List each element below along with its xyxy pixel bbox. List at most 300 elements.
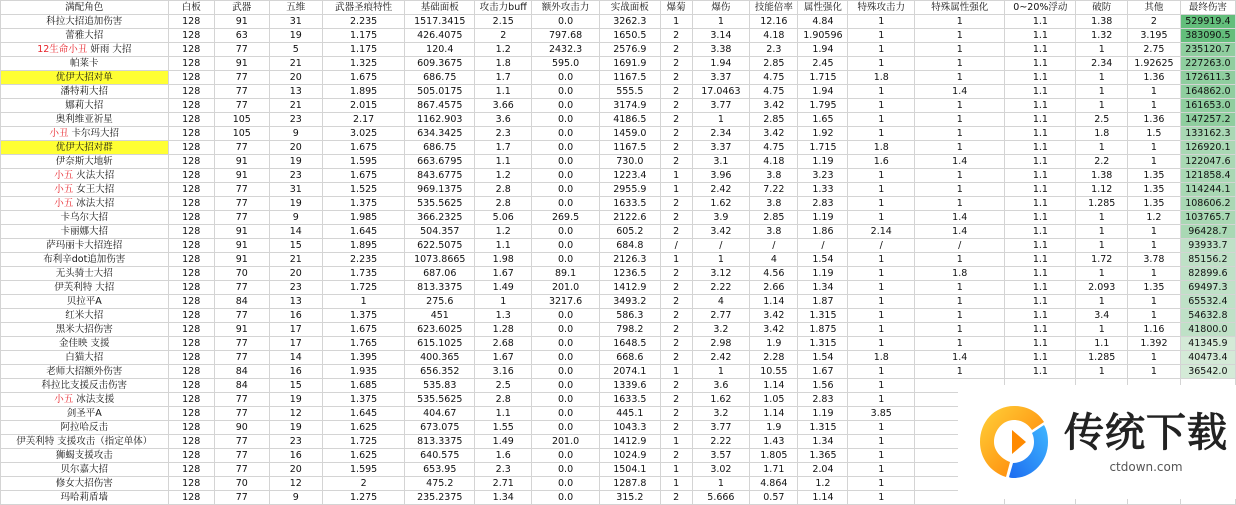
stat-cell: 1	[848, 57, 915, 71]
column-header: 实战面板	[599, 1, 660, 15]
stat-cell: 2.85	[750, 57, 798, 71]
stat-cell: 2.5	[1076, 113, 1128, 127]
stat-cell: 1.94	[692, 57, 750, 71]
stat-cell: 4.18	[750, 29, 798, 43]
column-header: 最终伤害	[1180, 1, 1235, 15]
stat-cell: 23	[269, 113, 322, 127]
stat-cell: 1.14	[750, 407, 798, 421]
stat-cell: 77	[214, 393, 269, 407]
stat-cell: 2	[660, 57, 692, 71]
stat-cell: 1.4	[915, 155, 1005, 169]
stat-cell: 3.6	[692, 379, 750, 393]
stat-cell: 84	[214, 379, 269, 393]
stat-cell: 23	[269, 435, 322, 449]
name-segment: 阿拉哈反击	[60, 422, 109, 433]
table-row	[1, 225, 1236, 239]
stat-cell: 1.65	[798, 113, 848, 127]
stat-cell: 77	[214, 435, 269, 449]
stat-cell: 2	[660, 113, 692, 127]
character-name-cell	[1, 393, 169, 407]
stat-cell: 1.1	[1005, 141, 1076, 155]
stat-cell: 0.0	[532, 309, 600, 323]
stat-cell: 3.195	[1128, 29, 1181, 43]
stat-cell: 1.895	[322, 85, 405, 99]
stat-cell: 1	[915, 43, 1005, 57]
character-name-cell	[1, 379, 169, 393]
stat-cell: 128	[168, 295, 214, 309]
stat-cell: 1	[1128, 365, 1181, 379]
stat-cell: 23	[269, 169, 322, 183]
stat-cell: 1	[1076, 43, 1128, 57]
stat-cell: 128	[168, 113, 214, 127]
stat-cell: 1.14	[750, 295, 798, 309]
stat-cell: 535.5625	[405, 393, 475, 407]
stat-cell: 3.42	[750, 127, 798, 141]
stat-cell: 1.675	[322, 71, 405, 85]
table-row	[1, 309, 1236, 323]
stat-cell: 1	[1076, 71, 1128, 85]
stat-cell: 77	[214, 281, 269, 295]
stat-cell: 1.1	[1005, 253, 1076, 267]
name-segment: 布利辛dot追加伤害	[43, 254, 126, 265]
stat-cell: 1167.5	[599, 71, 660, 85]
stat-cell: 1	[848, 379, 915, 393]
stat-cell: 813.3375	[405, 281, 475, 295]
stat-cell: 1	[915, 295, 1005, 309]
table-row	[1, 141, 1236, 155]
stat-cell: 2.68	[475, 337, 532, 351]
stat-cell: 1.1	[1005, 351, 1076, 365]
stat-cell: 1.1	[1005, 197, 1076, 211]
stat-cell: 1	[1076, 267, 1128, 281]
stat-cell: 1	[848, 169, 915, 183]
stat-cell: 1.4	[915, 351, 1005, 365]
stat-cell: 315.2	[599, 491, 660, 505]
stat-cell: 77	[214, 99, 269, 113]
stat-cell: 77	[214, 309, 269, 323]
stat-cell: 1	[1076, 211, 1128, 225]
stat-cell: 0.0	[532, 393, 600, 407]
stat-cell: 16	[269, 365, 322, 379]
stat-cell: 1.625	[322, 449, 405, 463]
watermark	[958, 385, 1236, 499]
stat-cell: 1.38	[1076, 169, 1128, 183]
stat-cell: 2	[660, 29, 692, 43]
name-segment: 无头骑士大招	[55, 268, 113, 279]
character-name-cell	[1, 449, 169, 463]
name-segment: 金佳映 支援	[59, 338, 110, 349]
character-name-cell	[1, 15, 169, 29]
stat-cell: 90	[214, 421, 269, 435]
final-damage-cell: 93933.7	[1180, 239, 1235, 253]
stat-cell: 1.4	[915, 211, 1005, 225]
stat-cell: 5.06	[475, 211, 532, 225]
stat-cell: 1073.8665	[405, 253, 475, 267]
stat-cell: 0.0	[532, 85, 600, 99]
table-row	[1, 197, 1236, 211]
stat-cell: 1.05	[750, 393, 798, 407]
stat-cell: 2.2	[1076, 155, 1128, 169]
character-name-cell	[1, 197, 169, 211]
stat-cell: 128	[168, 183, 214, 197]
stat-cell: 3.8	[750, 169, 798, 183]
stat-cell: 4.75	[750, 141, 798, 155]
stat-cell: 235.2375	[405, 491, 475, 505]
stat-cell: 1	[660, 435, 692, 449]
stat-cell: 1.1	[1005, 211, 1076, 225]
stat-cell: 120.4	[405, 43, 475, 57]
stat-cell: 1.5	[1128, 127, 1181, 141]
final-damage-cell: 108606.2	[1180, 197, 1235, 211]
table-row	[1, 295, 1236, 309]
stat-cell: 2.15	[475, 15, 532, 29]
stat-cell: 0.0	[532, 141, 600, 155]
stat-cell: 10.55	[750, 365, 798, 379]
stat-cell: 3.16	[475, 365, 532, 379]
stat-cell: 2.42	[692, 183, 750, 197]
stat-cell: 1.34	[798, 435, 848, 449]
stat-cell: 0.0	[532, 351, 600, 365]
stat-cell: 2.22	[692, 435, 750, 449]
final-damage-cell: 383090.5	[1180, 29, 1235, 43]
stat-cell: 1.325	[322, 57, 405, 71]
stat-cell: 31	[269, 183, 322, 197]
stat-cell: 2432.3	[532, 43, 600, 57]
character-name-cell	[1, 183, 169, 197]
stat-cell: 366.2325	[405, 211, 475, 225]
final-damage-cell: 126920.1	[1180, 141, 1235, 155]
character-name-cell	[1, 239, 169, 253]
ctdown-logo-icon	[972, 400, 1056, 484]
stat-cell: 14	[269, 225, 322, 239]
name-segment: 剑圣平A	[66, 408, 102, 419]
stat-cell: 1.1	[1005, 57, 1076, 71]
stat-cell: 1.33	[798, 183, 848, 197]
name-segment: 小五	[54, 184, 74, 195]
stat-cell: 3.23	[798, 169, 848, 183]
stat-cell: 77	[214, 351, 269, 365]
stat-cell: 1.1	[1005, 127, 1076, 141]
stat-cell: 128	[168, 85, 214, 99]
stat-cell: 1517.3415	[405, 15, 475, 29]
final-damage-cell: 161653.0	[1180, 99, 1235, 113]
stat-cell: 2.3	[475, 463, 532, 477]
stat-cell: 2	[660, 211, 692, 225]
stat-cell: 686.75	[405, 71, 475, 85]
stat-cell: 1.2	[798, 477, 848, 491]
stat-cell: 1.36	[1128, 71, 1181, 85]
stat-cell: 1	[1076, 85, 1128, 99]
name-segment: 老师大招额外伤害	[46, 366, 123, 377]
stat-cell: 91	[214, 253, 269, 267]
stat-cell: 20	[269, 463, 322, 477]
stat-cell: 128	[168, 253, 214, 267]
stat-cell: 201.0	[532, 281, 600, 295]
stat-cell: 1	[1128, 225, 1181, 239]
character-name-cell	[1, 43, 169, 57]
stat-cell: 3.14	[692, 29, 750, 43]
stat-cell: 1.35	[1128, 169, 1181, 183]
stat-cell: 128	[168, 379, 214, 393]
stat-cell: 2.83	[798, 393, 848, 407]
stat-cell: 128	[168, 421, 214, 435]
stat-cell: 1.765	[322, 337, 405, 351]
stat-cell: 1	[848, 99, 915, 113]
stat-cell: 3.8	[750, 225, 798, 239]
watermark-title: 传统下载	[1064, 410, 1228, 456]
stat-cell: 1	[660, 253, 692, 267]
final-damage-cell: 82899.6	[1180, 267, 1235, 281]
final-damage-cell: 147257.2	[1180, 113, 1235, 127]
stat-cell: 1339.6	[599, 379, 660, 393]
table-row	[1, 351, 1236, 365]
name-segment: 妍雨 大招	[87, 44, 132, 55]
final-damage-cell: 133162.3	[1180, 127, 1235, 141]
stat-cell: 0.0	[532, 183, 600, 197]
stat-cell: 0.0	[532, 407, 600, 421]
final-damage-cell: 114244.1	[1180, 183, 1235, 197]
stat-cell: 1	[848, 295, 915, 309]
name-segment: 卡丽娜大招	[60, 226, 109, 237]
stat-cell: 2.5	[475, 379, 532, 393]
stat-cell: 0.0	[532, 421, 600, 435]
stat-cell: 4	[692, 295, 750, 309]
stat-cell: 2	[660, 141, 692, 155]
name-segment: 冰法支援	[73, 394, 115, 405]
stat-cell: 1	[848, 15, 915, 29]
character-name-cell	[1, 113, 169, 127]
stat-cell: 17	[269, 337, 322, 351]
stat-cell: 1.375	[322, 393, 405, 407]
stat-cell: 128	[168, 43, 214, 57]
stat-cell: 13	[269, 85, 322, 99]
stat-cell: 105	[214, 127, 269, 141]
stat-cell: 1	[848, 337, 915, 351]
character-name-cell	[1, 463, 169, 477]
stat-cell: 2	[660, 491, 692, 505]
stat-cell: 128	[168, 169, 214, 183]
stat-cell: 7.22	[750, 183, 798, 197]
stat-cell: 1.9	[750, 337, 798, 351]
stat-cell: 1	[915, 323, 1005, 337]
stat-cell: 3217.6	[532, 295, 600, 309]
final-damage-cell: 85156.2	[1180, 253, 1235, 267]
stat-cell: 609.3675	[405, 57, 475, 71]
stat-cell: 0.0	[532, 491, 600, 505]
stat-cell: 1.34	[475, 491, 532, 505]
stat-cell: 1.1	[1005, 365, 1076, 379]
stat-cell: 1.86	[798, 225, 848, 239]
stat-cell: 2.85	[750, 113, 798, 127]
stat-cell: /	[798, 239, 848, 253]
stat-cell: 1.375	[322, 197, 405, 211]
stat-cell: 615.1025	[405, 337, 475, 351]
stat-cell: 1.1	[475, 85, 532, 99]
stat-cell: 1.595	[322, 155, 405, 169]
stat-cell: 4.56	[750, 267, 798, 281]
stat-cell: 84	[214, 295, 269, 309]
stat-cell: 3.8	[750, 197, 798, 211]
character-name-cell	[1, 295, 169, 309]
stat-cell: 1.985	[322, 211, 405, 225]
stat-cell: 0.0	[532, 253, 600, 267]
name-segment: 小五	[54, 198, 74, 209]
stat-cell: 1.16	[1128, 323, 1181, 337]
stat-cell: 77	[214, 141, 269, 155]
stat-cell: 475.2	[405, 477, 475, 491]
stat-cell: 1	[1076, 365, 1128, 379]
stat-cell: 1.8	[915, 267, 1005, 281]
stat-cell: 3.77	[692, 99, 750, 113]
stat-cell: 1.675	[322, 169, 405, 183]
character-name-cell	[1, 365, 169, 379]
stat-cell: 20	[269, 141, 322, 155]
stat-cell: 1	[692, 365, 750, 379]
stat-cell: 1	[1076, 295, 1128, 309]
stat-cell: 2	[660, 309, 692, 323]
stat-cell: 4.18	[750, 155, 798, 169]
stat-cell: 9	[269, 127, 322, 141]
name-segment: 优伊大招对单	[55, 72, 113, 83]
stat-cell: 1.1	[1005, 43, 1076, 57]
stat-cell: 2.42	[692, 351, 750, 365]
stat-cell: 1	[915, 253, 1005, 267]
stat-cell: 1.1	[1005, 239, 1076, 253]
stat-cell: 634.3425	[405, 127, 475, 141]
column-header: 武器圣痕特性	[322, 1, 405, 15]
stat-cell: 128	[168, 127, 214, 141]
stat-cell: 1.55	[475, 421, 532, 435]
stat-cell: 3.78	[1128, 253, 1181, 267]
stat-cell: 1.285	[1076, 197, 1128, 211]
stat-cell: 653.95	[405, 463, 475, 477]
stat-cell: 2	[660, 43, 692, 57]
stat-cell: 128	[168, 491, 214, 505]
stat-cell: 1459.0	[599, 127, 660, 141]
stat-cell: 1287.8	[599, 477, 660, 491]
stat-cell: 1.1	[1005, 99, 1076, 113]
stat-cell: 0.0	[532, 99, 600, 113]
stat-cell: 1.71	[750, 463, 798, 477]
stat-cell: 1.94	[798, 85, 848, 99]
stat-cell: 798.2	[599, 323, 660, 337]
stat-cell: 1	[915, 29, 1005, 43]
stat-cell: 3.9	[692, 211, 750, 225]
stat-cell: 128	[168, 435, 214, 449]
name-segment: 女王大招	[73, 184, 115, 195]
stat-cell: 1633.5	[599, 197, 660, 211]
stat-cell: 2	[660, 449, 692, 463]
stat-cell: 1.35	[1128, 197, 1181, 211]
name-segment: 火法大招	[73, 170, 115, 181]
column-header: 0~20%浮动	[1005, 1, 1076, 15]
stat-cell: 1.43	[750, 435, 798, 449]
stat-cell: 1.735	[322, 267, 405, 281]
stat-cell: 1.36	[1128, 113, 1181, 127]
stat-cell: 77	[214, 43, 269, 57]
column-header: 五维	[269, 1, 322, 15]
stat-cell: 2.3	[750, 43, 798, 57]
stat-cell: 1	[848, 253, 915, 267]
character-name-cell	[1, 71, 169, 85]
stat-cell: 77	[214, 491, 269, 505]
table-row	[1, 29, 1236, 43]
stat-cell: 1.4	[915, 85, 1005, 99]
stat-cell: 128	[168, 407, 214, 421]
stat-cell: 1	[848, 477, 915, 491]
stat-cell: 1.4	[915, 225, 1005, 239]
stat-cell: 3.12	[692, 267, 750, 281]
stat-cell: 1	[848, 43, 915, 57]
stat-cell: 0.0	[532, 15, 600, 29]
table-row	[1, 71, 1236, 85]
stat-cell: 0.0	[532, 225, 600, 239]
final-damage-cell: 103765.7	[1180, 211, 1235, 225]
name-segment: 红米大招	[65, 310, 104, 321]
stat-cell: 2122.6	[599, 211, 660, 225]
stat-cell: 128	[168, 337, 214, 351]
stat-cell: 2.235	[322, 253, 405, 267]
column-header: 技能倍率	[750, 1, 798, 15]
stat-cell: 70	[214, 477, 269, 491]
stat-cell: 1412.9	[599, 281, 660, 295]
stat-cell: 1.395	[322, 351, 405, 365]
table-row	[1, 183, 1236, 197]
stat-cell: 1691.9	[599, 57, 660, 71]
character-name-cell	[1, 225, 169, 239]
stat-cell: 445.1	[599, 407, 660, 421]
column-header: 破防	[1076, 1, 1128, 15]
stat-cell: 1	[1128, 99, 1181, 113]
stat-cell: 1.1	[1005, 183, 1076, 197]
stat-cell: 0.0	[532, 463, 600, 477]
stat-cell: 2	[660, 197, 692, 211]
stat-cell: 2	[660, 267, 692, 281]
name-segment: 黑米大招伤害	[55, 324, 113, 335]
stat-cell: 91	[214, 57, 269, 71]
column-header: 满配角色	[1, 1, 169, 15]
stat-cell: 2	[660, 407, 692, 421]
stat-cell: 2	[660, 351, 692, 365]
final-damage-cell: 529919.4	[1180, 15, 1235, 29]
stat-cell: 1.90596	[798, 29, 848, 43]
stat-cell: 1.8	[848, 351, 915, 365]
stat-cell: /	[660, 239, 692, 253]
stat-cell: 1.87	[798, 295, 848, 309]
stat-cell: 730.0	[599, 155, 660, 169]
column-header: 额外攻击力	[532, 1, 600, 15]
stat-cell: 969.1375	[405, 183, 475, 197]
stat-cell: 2576.9	[599, 43, 660, 57]
stat-cell: 797.68	[532, 29, 600, 43]
stat-cell: 1.62	[692, 197, 750, 211]
stat-cell: 1.7	[475, 71, 532, 85]
character-name-cell	[1, 169, 169, 183]
stat-cell: 1.9	[750, 421, 798, 435]
stat-cell: 0.0	[532, 127, 600, 141]
stat-cell: 2.8	[475, 393, 532, 407]
stat-cell: 1.595	[322, 463, 405, 477]
stat-cell: 3174.9	[599, 99, 660, 113]
stat-cell: 673.075	[405, 421, 475, 435]
stat-cell: 128	[168, 29, 214, 43]
stat-cell: 0.0	[532, 113, 600, 127]
stat-cell: 0.0	[532, 337, 600, 351]
stat-cell: 2	[660, 71, 692, 85]
name-segment: 白猫大招	[65, 352, 104, 363]
name-segment: 12生命小丑	[37, 44, 88, 55]
stat-cell: 1	[915, 169, 1005, 183]
